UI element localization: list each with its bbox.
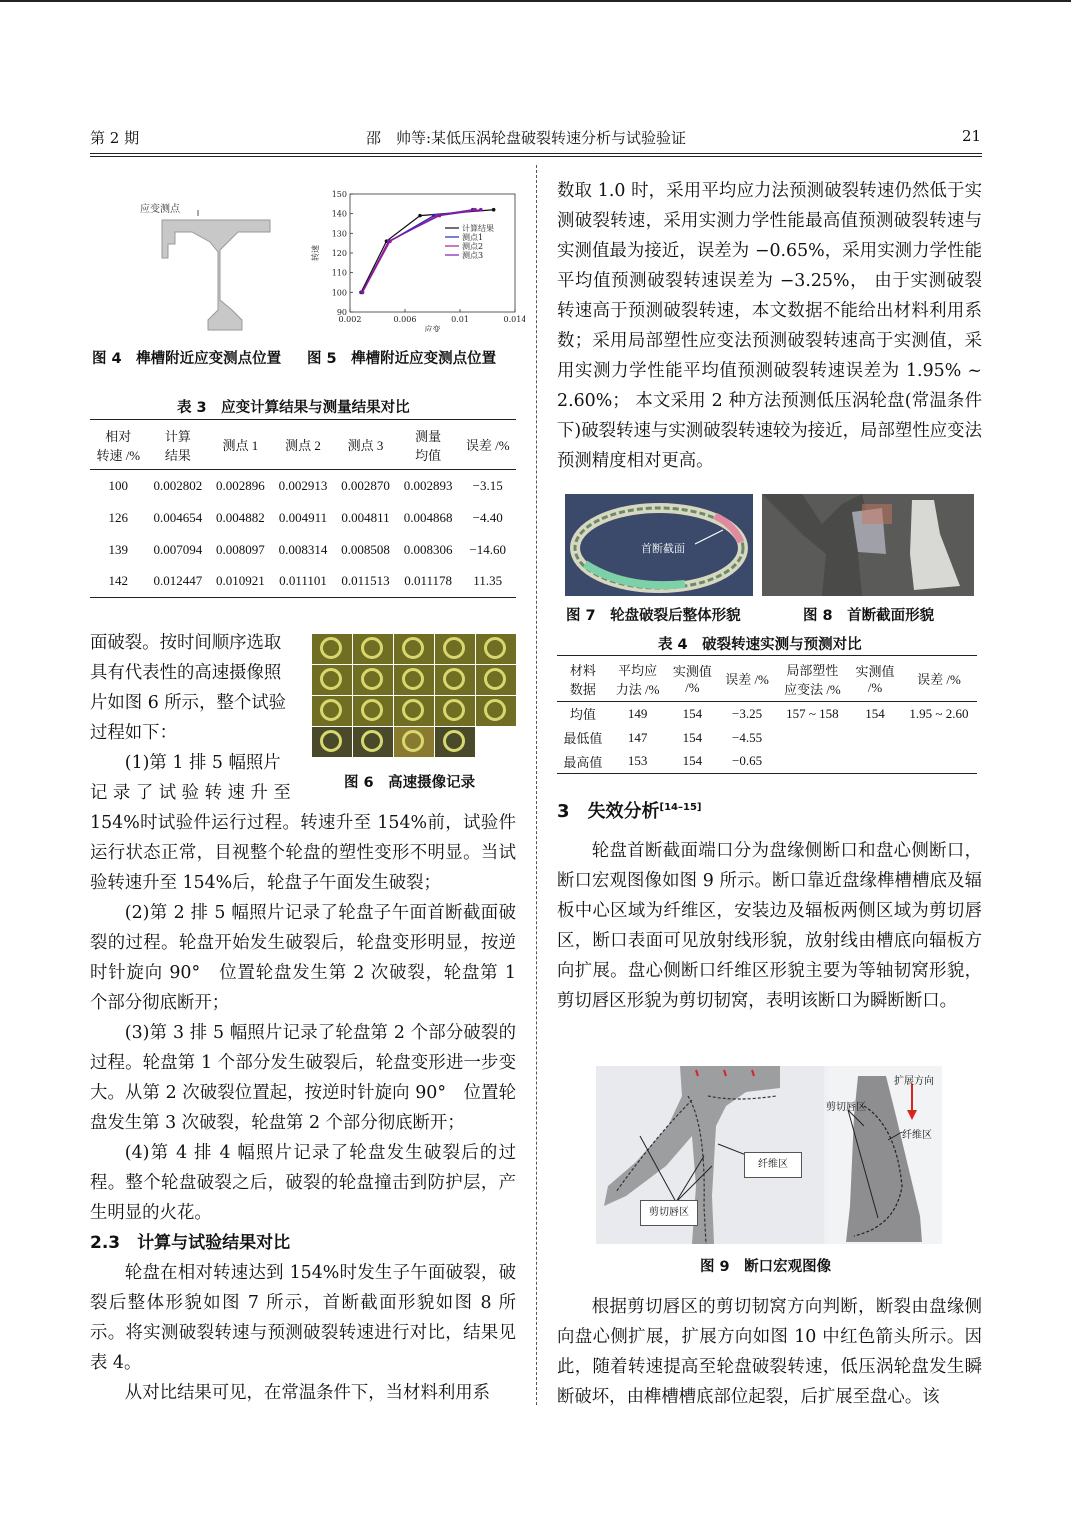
high-speed-frame bbox=[353, 634, 393, 664]
section-3-title: 3 失效分析 bbox=[557, 801, 660, 822]
table-4 bbox=[557, 655, 977, 774]
cell bbox=[776, 726, 849, 750]
figure-9-caption: 图 9 断口宏观图像 bbox=[700, 1259, 832, 1275]
paragraph: 数取 1.0 时，采用平均应力法预测破裂转速仍然低于实测破裂转速，采用实测力学性能最高值预测破裂转速与实测值最为接近，误差为 −0.65%，采用实测力学性能平均值预测破裂转速误差为 −3.25%， 由于实测破裂转速高于预测破裂转速，本文数据不能给出材料利用系数；采用局部塑性应变法预测破裂转速高于实测值，采用实测力学性能平均值预测破裂转速误差为 1.95% ~ 2.60%； 本文采用 2 种方法预测低压涡轮盘(常温条件下)破裂转速与实测破裂转速较为接近，局部塑性应变法预测精度相对更高。 bbox=[557, 181, 982, 471]
cell: 11.35 bbox=[473, 573, 503, 589]
t4-h-local-strain: 局部塑性 应变法 /% bbox=[784, 662, 841, 697]
disk-in-frame bbox=[320, 637, 342, 659]
disk-in-frame bbox=[443, 637, 465, 659]
high-speed-frame bbox=[476, 634, 516, 664]
paragraph: 从对比结果可见，在常温条件下，当材料利用系 bbox=[124, 1383, 491, 1403]
fiber-zone-label: 纤维区 bbox=[744, 1152, 802, 1178]
cell: 154 bbox=[865, 705, 885, 721]
cell: 0.008314 bbox=[278, 541, 328, 557]
series-line bbox=[363, 210, 476, 293]
disk-in-frame bbox=[402, 668, 424, 690]
cell: 142 bbox=[108, 573, 129, 589]
cell: 0.002893 bbox=[403, 477, 453, 493]
figure-8-photo bbox=[762, 494, 974, 596]
paragraph: 轮盘在相对转速达到 154%时发生子午面破裂，破裂后整体形貌如图 7 所示，首断截面形貌如图 8 所示。将实测破裂转速与预测破裂转速进行对比，结果见表 4。 bbox=[90, 1263, 516, 1373]
cell: 0.011513 bbox=[341, 573, 390, 589]
issue-number: 第 2 期 bbox=[90, 129, 140, 147]
cell: 最高值 bbox=[563, 754, 603, 770]
x-tick-label: 0.002 bbox=[338, 315, 362, 324]
t4-h-measured: 实测值 /% bbox=[672, 664, 712, 695]
high-speed-frame bbox=[312, 665, 352, 695]
cell: 154 bbox=[682, 753, 703, 769]
high-speed-frame bbox=[476, 665, 516, 695]
disk-in-frame bbox=[361, 668, 383, 690]
wrap-line: 记 录 了 试 验 转 速 升 至 bbox=[90, 783, 291, 803]
legend-entry: 计算结果 bbox=[462, 224, 494, 233]
high-speed-frame bbox=[394, 665, 434, 695]
high-speed-frame bbox=[435, 727, 475, 757]
paragraph: 154%时试验件运行过程。转速升至 154%前，试验件运行状态正常，目视整个轮盘的塑性变形不明显。当试验转速升至 154%后，轮盘子午面发生破裂； bbox=[90, 813, 516, 893]
cell: 0.004882 bbox=[216, 509, 265, 525]
strain-point-label: 应变测点 bbox=[140, 204, 180, 215]
header-rule bbox=[90, 153, 982, 154]
y-axis-label: 转速 bbox=[311, 245, 320, 261]
cell bbox=[849, 726, 901, 750]
high-speed-frame bbox=[353, 727, 393, 757]
disk-in-frame bbox=[443, 730, 465, 752]
cell: 154 bbox=[682, 729, 703, 745]
wrap-line: 具有代表性的高速摄像照 bbox=[90, 663, 282, 683]
cell: 1.95 ~ 2.60 bbox=[909, 705, 969, 721]
legend-entry: 测点2 bbox=[462, 242, 484, 251]
high-speed-frame bbox=[312, 727, 352, 757]
figure-9 bbox=[596, 1066, 942, 1244]
wrap-line: 片如图 6 所示，整个试验 bbox=[90, 693, 287, 713]
table-row bbox=[557, 726, 977, 750]
high-speed-frame bbox=[435, 634, 475, 664]
figure-4 bbox=[120, 180, 280, 340]
cell: −4.40 bbox=[472, 509, 503, 525]
cell: 126 bbox=[108, 509, 129, 525]
disk-in-frame bbox=[402, 699, 424, 721]
high-speed-frame bbox=[353, 696, 393, 726]
fracture-section-illustration bbox=[762, 494, 974, 596]
figure-7-caption: 图 7 轮盘破裂后整体形貌 bbox=[566, 608, 741, 624]
cell: 139 bbox=[108, 541, 129, 557]
cell bbox=[776, 750, 849, 774]
legend-entry: 测点3 bbox=[462, 251, 484, 260]
table-row bbox=[557, 750, 977, 774]
wrap-line: (1)第 1 排 5 幅照片 bbox=[124, 753, 281, 773]
table-3 bbox=[90, 419, 516, 598]
x-tick-label: 0.006 bbox=[393, 315, 417, 324]
y-tick-label: 150 bbox=[331, 190, 347, 199]
cell: 0.004811 bbox=[341, 509, 390, 525]
cell: 0.004654 bbox=[153, 509, 203, 525]
cell: 0.002896 bbox=[216, 477, 265, 493]
disk-in-frame bbox=[320, 699, 342, 721]
paragraph: 轮盘首断截面端口分为盘缘侧断口和盘心侧断口，断口宏观图像如图 9 所示。断口靠近盘缘榫槽槽底及辐板中心区域为纤维区，安装边及辐板两侧区域为剪切唇区，断口表面可见放射线形貌，放射线由槽底向辐板方向扩展。盘心侧断口纤维区形貌主要为等轴韧窝形貌，剪切唇区形貌为剪切韧窝，表明该断口为瞬断断口。 bbox=[557, 841, 982, 1011]
x-tick-label: 0.014 bbox=[503, 315, 525, 324]
y-tick-label: 110 bbox=[331, 268, 347, 278]
cell: 149 bbox=[627, 705, 648, 721]
cell: 0.008306 bbox=[403, 541, 453, 557]
wrap-line: 过程如下： bbox=[90, 723, 177, 743]
high-speed-frame bbox=[476, 696, 516, 726]
cell: 0.007094 bbox=[153, 541, 203, 557]
t4-h-error: 误差 /% bbox=[725, 672, 769, 687]
cell: 153 bbox=[627, 753, 648, 769]
disk-in-frame bbox=[443, 699, 465, 721]
disk-in-frame bbox=[402, 637, 424, 659]
figure-4-caption: 图 4 榫槽附近应变测点位置 bbox=[92, 351, 282, 367]
t3-h-p1: 测点 1 bbox=[222, 438, 259, 453]
disk-in-frame bbox=[361, 637, 383, 659]
section-3-ref: [14–15] bbox=[659, 802, 702, 813]
disk-in-frame bbox=[484, 699, 506, 721]
y-tick-label: 120 bbox=[331, 249, 347, 258]
t3-h-mean: 测量 均值 bbox=[415, 428, 442, 463]
section-3-heading bbox=[557, 797, 702, 823]
table-3-header-row bbox=[90, 420, 516, 470]
figure-6-caption: 图 6 高速摄像记录 bbox=[344, 775, 476, 791]
cell: 0.004868 bbox=[403, 509, 453, 525]
cell: 0.002870 bbox=[341, 477, 390, 493]
cell: 154 bbox=[682, 705, 703, 721]
table-4-header-row bbox=[557, 656, 977, 702]
table-row bbox=[90, 534, 516, 566]
t4-h-error2: 误差 /% bbox=[917, 672, 961, 687]
left-wrap-text bbox=[90, 628, 305, 808]
paragraph: (3)第 3 排 5 幅照片记录了轮盘第 2 个部分破裂的过程。轮盘第 1 个部分发生破裂后，轮盘变形进一步变大。从第 2 次破裂位置起，按逆时针旋向 90° 位置轮盘发生第 3 次破裂，轮盘第 2 个部分彻底断开； bbox=[90, 1023, 516, 1133]
disk-in-frame bbox=[320, 730, 342, 752]
disk-in-frame bbox=[484, 668, 506, 690]
header-rule-thin bbox=[90, 156, 982, 157]
high-speed-frame bbox=[353, 665, 393, 695]
paragraph: (4)第 4 排 4 幅照片记录了轮盘发生破裂后的过程。整个轮盘破裂之后，破裂的轮盘撞击到防护层，产生明显的火花。 bbox=[90, 1143, 516, 1223]
t3-h-p3: 测点 3 bbox=[347, 438, 384, 453]
high-speed-frame bbox=[312, 634, 352, 664]
cell: 147 bbox=[627, 729, 648, 745]
cell: −3.15 bbox=[472, 477, 503, 493]
y-tick-label: 140 bbox=[331, 209, 347, 219]
cell: 0.002913 bbox=[278, 477, 328, 493]
running-title: 邵 帅等:某低压涡轮盘破裂转速分析与试验验证 bbox=[366, 129, 687, 147]
page-number: 21 bbox=[962, 127, 982, 145]
propagation-direction-label: 扩展方向 bbox=[894, 1076, 934, 1087]
high-speed-frame bbox=[435, 696, 475, 726]
high-speed-frame bbox=[312, 696, 352, 726]
figure-8-caption: 图 8 首断截面形貌 bbox=[803, 608, 935, 624]
disk-in-frame bbox=[402, 730, 424, 752]
cell: 0.011101 bbox=[279, 573, 327, 589]
shear-lip-label: 剪切唇区 bbox=[640, 1200, 698, 1226]
data-point bbox=[479, 208, 483, 212]
cell: 最低值 bbox=[563, 731, 603, 746]
high-speed-frame bbox=[435, 665, 475, 695]
strain-speed-chart bbox=[300, 182, 525, 332]
cell: 0.008508 bbox=[341, 541, 390, 557]
shear-lip-label-2: 剪切唇区 bbox=[826, 1102, 866, 1113]
cell bbox=[849, 750, 901, 774]
t4-h-material: 材料 数据 bbox=[569, 662, 596, 697]
left-body-text bbox=[90, 808, 516, 1408]
series-line bbox=[362, 210, 472, 293]
cell: 0.011178 bbox=[404, 573, 452, 589]
disk-in-frame bbox=[443, 668, 465, 690]
cell: 157 ~ 158 bbox=[786, 705, 839, 721]
cell: 均值 bbox=[569, 707, 596, 723]
right-middle-text bbox=[557, 836, 982, 1016]
column-divider bbox=[536, 165, 537, 1405]
cell: −0.65 bbox=[732, 753, 763, 769]
table-row bbox=[90, 470, 516, 502]
t3-h-speed: 相对 转速 /% bbox=[96, 428, 141, 463]
t3-h-calc: 计算 结果 bbox=[164, 428, 191, 463]
cell: −4.55 bbox=[732, 729, 763, 745]
table-row bbox=[90, 502, 516, 534]
disk-in-frame bbox=[320, 668, 342, 690]
table-4-caption: 表 4 破裂转速实测与预测对比 bbox=[658, 637, 862, 653]
legend-entry: 测点1 bbox=[462, 233, 484, 242]
table-row bbox=[90, 566, 516, 598]
t4-h-measured2: 实测值 /% bbox=[855, 664, 895, 695]
figure-7-photo bbox=[565, 494, 753, 596]
paragraph: (2)第 2 排 5 幅照片记录了轮盘子午面首断截面破裂的过程。轮盘开始发生破裂后，轮盘变形明显，按逆时针旋向 90° 位置轮盘发生第 2 次破裂，轮盘第 1 个部分彻底断开； bbox=[90, 903, 516, 1013]
data-point bbox=[492, 208, 496, 212]
right-bottom-text bbox=[557, 1292, 982, 1412]
table-row bbox=[557, 702, 977, 726]
cell: 0.004911 bbox=[278, 509, 328, 525]
cell: −14.60 bbox=[469, 541, 506, 557]
high-speed-frame bbox=[394, 696, 434, 726]
section-2-3-heading: 2.3 计算与试验结果对比 bbox=[90, 1233, 291, 1253]
cell: 0.012447 bbox=[153, 573, 203, 589]
first-fracture-label: 首断截面 bbox=[641, 542, 685, 555]
y-tick-label: 90 bbox=[336, 308, 347, 317]
x-tick-label: 0.01 bbox=[451, 315, 469, 324]
t4-h-avg-stress: 平均应 力法 /% bbox=[615, 662, 660, 697]
high-speed-frame bbox=[394, 634, 434, 664]
cell bbox=[901, 726, 977, 750]
paragraph: 根据剪切唇区的剪切韧窝方向判断，断裂由盘缘侧向盘心侧扩展，扩展方向如图 10 中红色箭头所示。因此，随着转速提高至轮盘破裂转速，低压涡轮盘发生瞬断破坏，由榫槽槽底部位起裂，后扩展至盘心。该 bbox=[557, 1297, 982, 1407]
wrap-line: 面破裂。按时间顺序选取 bbox=[90, 633, 282, 653]
cell: 100 bbox=[108, 477, 129, 493]
cell: 0.002802 bbox=[153, 477, 203, 493]
data-point bbox=[438, 214, 442, 218]
cell: −3.25 bbox=[732, 705, 763, 721]
right-top-text bbox=[557, 176, 982, 476]
data-point bbox=[360, 291, 364, 295]
y-tick-label: 100 bbox=[331, 288, 347, 298]
top-border bbox=[0, 0, 1071, 2]
disk-in-frame bbox=[361, 699, 383, 721]
data-point bbox=[418, 214, 422, 218]
y-tick-label: 130 bbox=[331, 229, 347, 239]
t3-h-err: 误差 /% bbox=[465, 438, 510, 453]
x-axis-label: 应变 bbox=[424, 325, 441, 332]
cell: 0.010921 bbox=[216, 573, 265, 589]
cell bbox=[901, 750, 977, 774]
disk-in-frame bbox=[484, 637, 506, 659]
fiber-zone-label-2: 纤维区 bbox=[902, 1130, 932, 1141]
cell: 0.008097 bbox=[216, 541, 265, 557]
plot-frame bbox=[350, 194, 515, 312]
figure-5-chart bbox=[300, 182, 525, 332]
high-speed-frame bbox=[394, 727, 434, 757]
figure-5-caption: 图 5 榫槽附近应变测点位置 bbox=[307, 351, 497, 367]
t3-h-p2: 测点 2 bbox=[285, 438, 321, 453]
table-3-caption: 表 3 应变计算结果与测量结果对比 bbox=[177, 400, 410, 416]
disk-in-frame bbox=[361, 730, 383, 752]
data-point bbox=[387, 239, 391, 243]
figure-6-photo-grid bbox=[312, 634, 517, 758]
